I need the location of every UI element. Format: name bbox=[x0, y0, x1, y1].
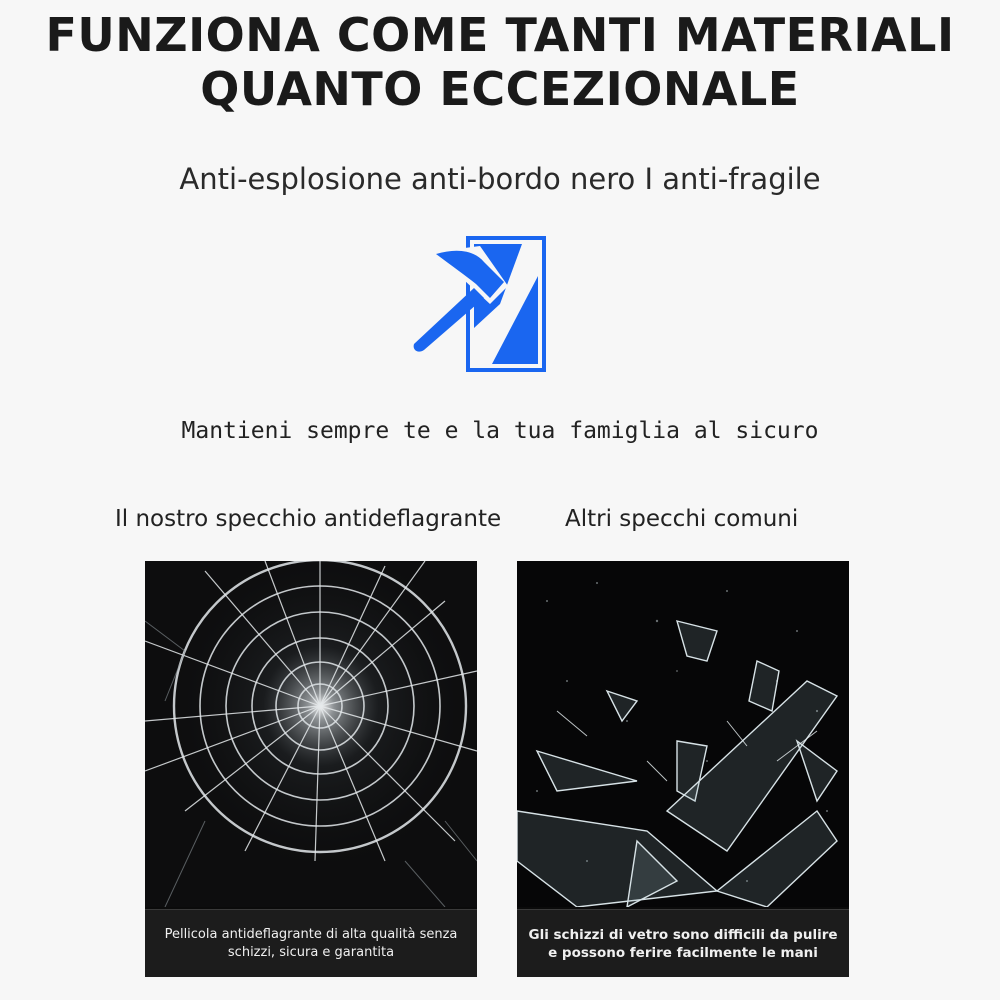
tagline: Mantieni sempre te e la tua famiglia al sicuro bbox=[181, 418, 819, 444]
right-caption: Gli schizzi di vetro sono difficili da pulire e possono ferire facilmente le mani bbox=[517, 909, 849, 977]
title-line-1: FUNZIONA COME TANTI MATERIALI bbox=[45, 8, 955, 62]
shattered-glass-photo bbox=[517, 561, 849, 907]
page-title bbox=[0, 8, 1000, 116]
left-column-heading: Il nostro specchio antideflagrante bbox=[115, 506, 502, 532]
right-comparison-panel bbox=[517, 561, 849, 977]
title-line-2: QUANTO ECCEZIONALE bbox=[200, 62, 800, 116]
cracked-glass-photo bbox=[145, 561, 477, 907]
hammer-screen-icon bbox=[404, 232, 554, 378]
left-comparison-panel bbox=[145, 561, 477, 977]
right-column-heading: Altri specchi comuni bbox=[565, 506, 799, 532]
subtitle: Anti-esplosione anti-bordo nero I anti-fragile bbox=[179, 162, 821, 196]
left-caption: Pellicola antideflagrante di alta qualità senza schizzi, sicura e garantita bbox=[145, 909, 477, 977]
